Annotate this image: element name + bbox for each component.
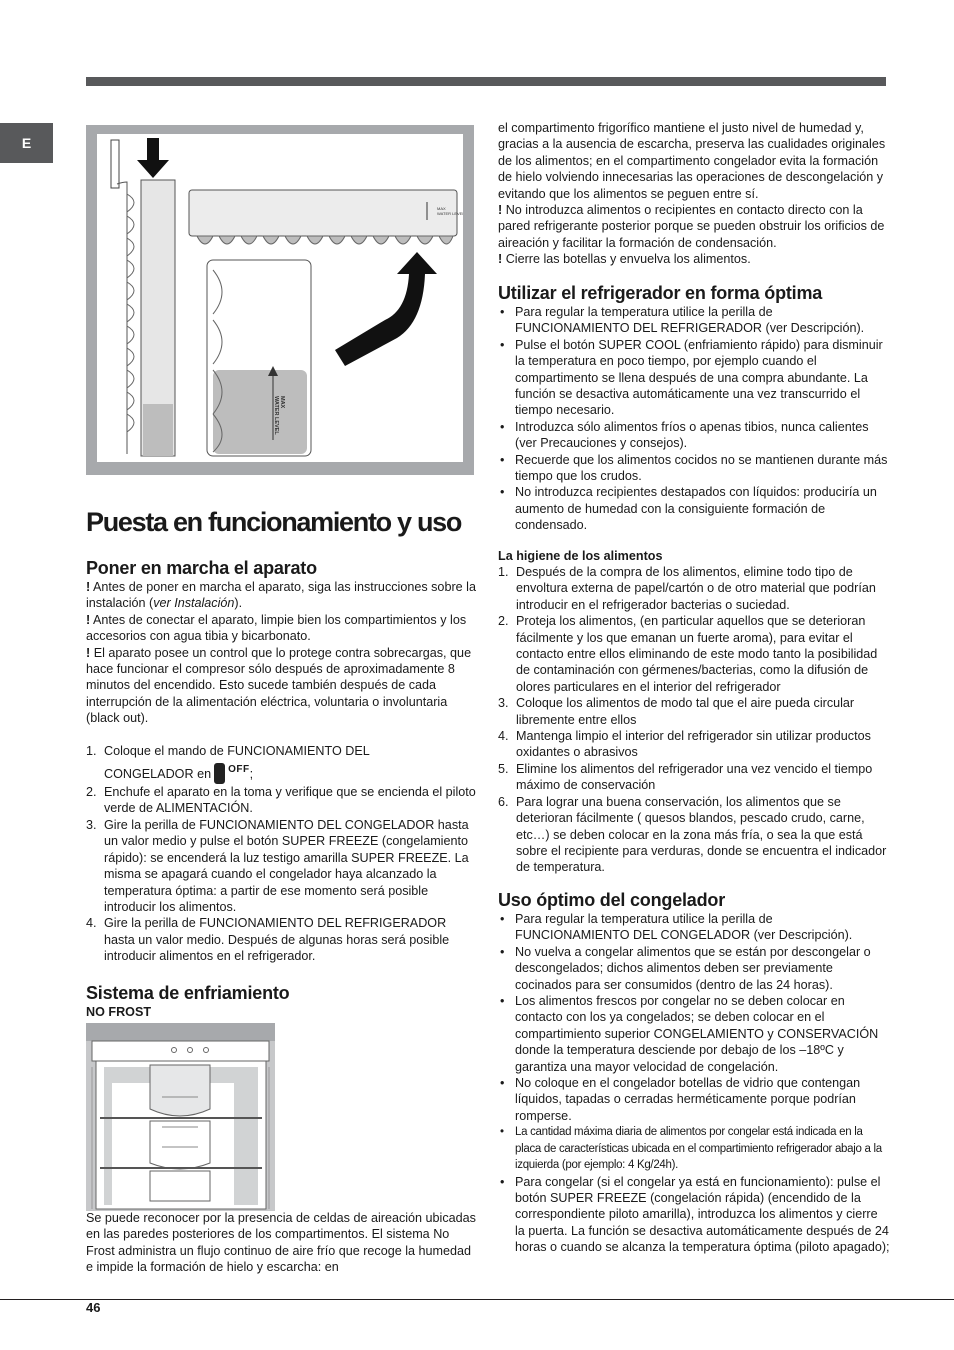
step-2: 2. Enchufe el aparato en la toma y verifique que se encienda el piloto verde de ALIMENTACIÓN. xyxy=(86,785,476,816)
list-item: • Los alimentos frescos por congelar no se deben colocar en contacto con los ya congelados; se deben colocar en el compartimiento superior CONGELAMIENTO y CONSERVACIÓN donde la temperatura desciende por debajo de los –18ºC y garantiza una mayor velocidad de congelación. xyxy=(498,993,890,1075)
svg-text:MAX: MAX xyxy=(279,396,285,409)
list-item: 5. Elimine los alimentos del refrigerador una vez vencido el tiempo máximo de conservación xyxy=(498,761,873,793)
header-rule xyxy=(86,77,886,86)
list-item: • No introduzca recipientes destapados con líquidos: produciría un aumento de humedad con la consiguiente formación de condensado. xyxy=(498,484,890,533)
no-frost-subheading: NO FROST xyxy=(86,1005,152,1019)
congelador-section xyxy=(498,889,890,1256)
congelador-heading: Uso óptimo del congelador xyxy=(498,890,726,910)
page-title: Puesta en funcionamiento y uso xyxy=(86,507,462,537)
sistema-section xyxy=(86,982,476,1020)
higiene-section xyxy=(498,548,890,876)
step-3: 3. Gire la perilla de FUNCIONAMIENTO DEL CONGELADOR hasta un valor medio y pulse el botón SUPER FREEZE (congelamiento rápido): se encenderá la luz testigo amarilla SUPER FREEZE. La misma se apagará cuando el congelador haya alcanzado la temperatura óptima: a partir de ese momento será posible introducir los alimentos. xyxy=(86,817,469,914)
list-item: • Introduzca sólo alimentos fríos o apenas tibios, nunca calientes (ver Precauciones y consejos). xyxy=(498,419,890,452)
list-item: • La cantidad máxima diaria de alimentos por congelar está indicada en la placa de características ubicada en el compartimiento refrigerador abajo a la izquierda (por ejemplo: 4 Kg/24h). xyxy=(498,1124,890,1173)
higiene-heading: La higiene de los alimentos xyxy=(498,549,663,563)
higiene-list xyxy=(498,564,890,876)
main-title-block xyxy=(86,506,476,538)
poner-steps xyxy=(86,743,476,965)
page-number: 46 xyxy=(86,1300,101,1315)
freezer-knob-off-icon xyxy=(214,763,225,784)
list-item: • Para regular la temperatura utilice la perilla de FUNCIONAMIENTO DEL CONGELADOR (ver Descripción). xyxy=(498,911,890,944)
list-item: 6. Para lograr una buena conservación, los alimentos que se deterioran fácilmente ( quesos blandos, pescado crudo, carne, etc…) se deben colocar en la zona más fría, o sea la que está sobre el recipiente para verduras, donde se encuentra el indicador de temperatura. xyxy=(498,794,887,875)
poner-heading: Poner en marcha el aparato xyxy=(86,558,317,578)
svg-text:MAX: MAX xyxy=(437,206,446,211)
right-p2: ! No introduzca alimentos o recipientes en contacto directo con la pared refrigerante posterior porque se pueden obstruir los orificios de aireación y facilitar la formación de condensación. xyxy=(498,203,885,250)
utilizar-heading: Utilizar el refrigerador en forma óptima xyxy=(498,283,823,303)
sistema-heading: Sistema de enfriamiento xyxy=(86,983,290,1003)
list-item: 4. Mantenga limpio el interior del refrigerador sin utilizar productos oxidantes o abrasivos xyxy=(498,729,871,760)
poner-p1: ! Antes de poner en marcha el aparato, siga las instrucciones sobre la instalación (ver Instalación). xyxy=(86,580,476,611)
utilizar-list xyxy=(498,304,890,534)
svg-text:WATER LEVEL: WATER LEVEL xyxy=(437,211,463,216)
no-frost-illustration xyxy=(86,1023,275,1211)
sistema-text: Se puede reconocer por la presencia de celdas de aireación ubicadas en las paredes posteriores de los compartimentos. El sistema No Frost administra un flujo continuo de aire frío que recoge la humedad e impide la formación de hielo y escarcha: en xyxy=(86,1211,476,1275)
poner-section xyxy=(86,557,476,965)
step-4: 4. Gire la perilla de FUNCIONAMIENTO DEL REFRIGERADOR hasta un valor medio. Después de algunas horas será posible introducir alimentos en el refrigerador. xyxy=(86,916,450,964)
poner-p3: ! El aparato posee un control que lo protege contra sobrecargas, que hace funcionar el compresor sólo después de aproximadamente 8 minutos del encendido. Esto sucede también después de cada interrupción de la alimentación eléctrica, voluntaria o involuntaria (black out). xyxy=(86,645,472,726)
fridge-interior-drawing xyxy=(86,1023,275,1211)
utilizar-section xyxy=(498,282,890,534)
list-item: • Para regular la temperatura utilice la perilla de FUNCIONAMIENTO DEL REFRIGERADOR (ver Descripción). xyxy=(498,304,890,337)
svg-text:WATER LEVEL: WATER LEVEL xyxy=(273,396,279,435)
illustration-canvas xyxy=(97,134,463,462)
list-item: • Para congelar (si el congelar ya está en funcionamiento): pulse el botón SUPER FREEZE (congelación rápida) (encendido de la correspondiente piloto amarilla), introduzca los alimentos y cierre la puerta. La función se desactiva automáticamente después de 24 horas o cuando se alcanza la temperatura óptima (piloto apagado); xyxy=(498,1174,890,1256)
list-item: 2. Proteja los alimentos, (en particular aquellos que se deterioran fácilmente y los que emanan un fuerte aroma), para evitar el contacto entre ellos eliminando de este modo tanto la posibilidad de contaminación con gérmenes/bacterias, como la difusión de olores particulares en el interior del refrigerador xyxy=(498,614,878,694)
list-item: • Pulse el botón SUPER COOL (enfriamiento rápido) para disminuir la temperatura en poco tiempo, por ejemplo cuando el compartimento se llena después de una compra abundante. La función se desactiva automáticamente una vez transcurrido el tiempo necesario. xyxy=(498,337,890,419)
list-item: • Recuerde que los alimentos cocidos no se mantienen durante más tiempo que los crudos. xyxy=(498,452,890,485)
list-item: • No vuelva a congelar alimentos que se están por descongelar o descongelados; dichos alimentos deben ser previamente cocinados para ser consumidos (dentro de las 24 horas). xyxy=(498,944,890,993)
list-item: • No coloque en el congelador botellas de vidrio que contengan líquidos, tapadas o cerradas herméticamente porque podrían romperse. xyxy=(498,1075,890,1124)
ice-tray-illustration xyxy=(86,125,474,475)
ice-tray-drawing xyxy=(97,134,463,462)
right-intro: el compartimento frigorífico mantiene el justo nivel de humedad y, gracias a la ausencia de escarcha, preserva las cualidades originales de los alimentos; en el compartimento congelador evita la formación de hielo volviendo innecesarias las operaciones de descongelación y evitando que los alimentos se peguen entre sí. ! No introduzca alimentos o recipientes en contacto directo con la pared refrigerante posterior porque se pueden obstruir los orificios de aireación y facilitar la formación de condensación. ! Cierre las botellas y envuelva los alimentos. xyxy=(498,120,890,268)
congelador-list xyxy=(498,911,890,1256)
step-1: 1. Coloque el mando de FUNCIONAMIENTO DEL CONGELADOR en $^{OFF}$; xyxy=(86,743,476,784)
poner-p2: ! Antes de conectar el aparato, limpie bien los compartimientos y los accesorios con agua tibia y bicarbonato. xyxy=(86,612,467,644)
language-tab: E xyxy=(0,123,53,163)
footer-rule xyxy=(0,1299,954,1300)
list-item: 1. Después de la compra de los alimentos, elimine todo tipo de envoltura externa de papel/cartón o de otro material que podrían introducir en el refrigerador bacterias o suciedad. xyxy=(498,565,876,612)
right-p3: ! Cierre las botellas y envuelva los alimentos. xyxy=(498,252,751,267)
list-item: 3. Coloque los alimentos de modo tal que el aire pueda circular libremente entre ellos xyxy=(498,696,855,727)
